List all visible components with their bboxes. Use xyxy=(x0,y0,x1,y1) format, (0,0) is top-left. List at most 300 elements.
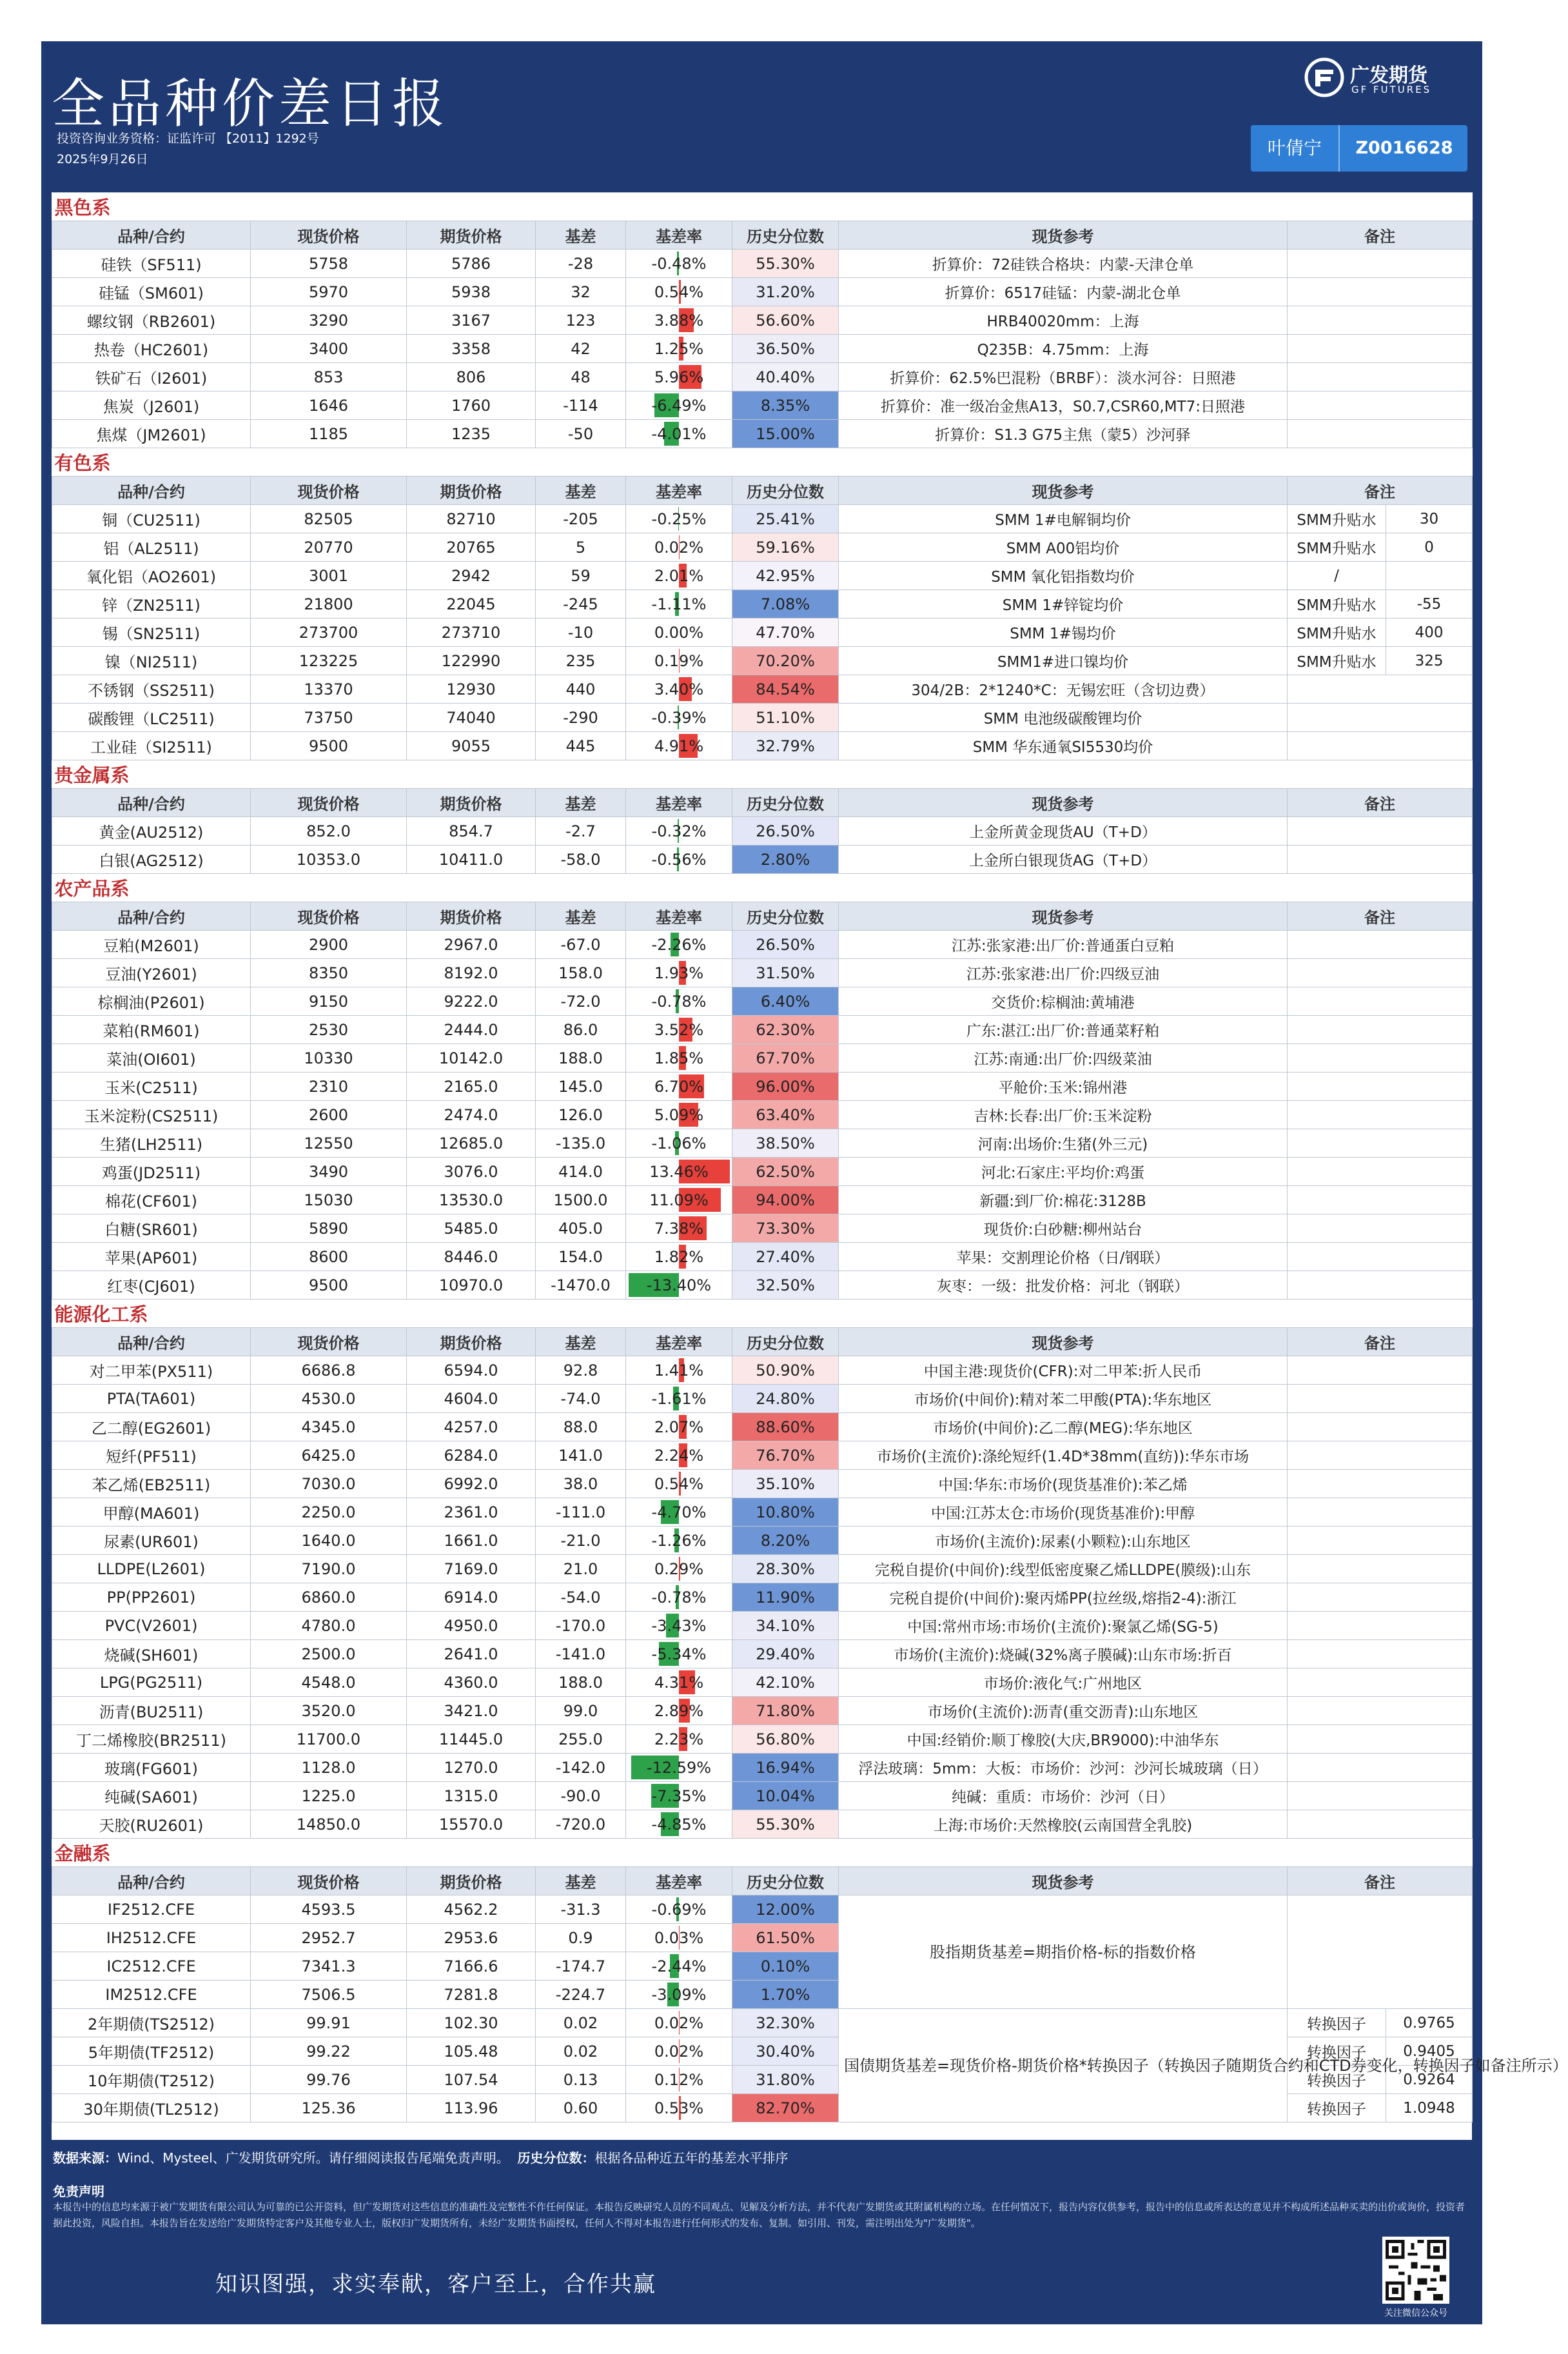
cell-basis-rate xyxy=(626,1441,732,1470)
basis-rate-text: 3.40% xyxy=(654,680,704,698)
table-row xyxy=(52,1101,1473,1129)
cell-note xyxy=(1288,363,1473,391)
cell-note xyxy=(1288,1583,1473,1612)
cell-percentile: 88.60% xyxy=(732,1413,839,1441)
cell-fut: 2165.0 xyxy=(407,1073,536,1101)
cell-name: 棉花(CF601) xyxy=(52,1186,251,1214)
cell-percentile: 1.70% xyxy=(732,1981,839,2009)
cell-note xyxy=(1288,1356,1473,1385)
cell-note xyxy=(1288,704,1473,732)
basis-rate-text: -4.70% xyxy=(651,1503,707,1521)
cell-percentile: 31.80% xyxy=(732,2066,839,2094)
cell-fut: 102.30 xyxy=(407,2009,536,2037)
cell-note xyxy=(1288,732,1473,760)
cell-fut: 6284.0 xyxy=(407,1441,536,1470)
cell-spot: 15030 xyxy=(251,1186,407,1214)
cell-note xyxy=(1288,1158,1473,1186)
cell-fut: 4257.0 xyxy=(407,1413,536,1441)
cell-spot: 2530 xyxy=(251,1016,407,1044)
basis-rate-text: -0.48% xyxy=(651,254,707,273)
cell-fut: 1315.0 xyxy=(407,1782,536,1810)
cell-basis-rate xyxy=(626,732,732,760)
basis-rate-text: 0.19% xyxy=(654,651,704,670)
cell-name: 鸡蛋(JD2511) xyxy=(52,1158,251,1186)
cell-fut: 9222.0 xyxy=(407,987,536,1016)
basis-rate-text: -0.78% xyxy=(651,1588,707,1607)
cell-percentile: 15.00% xyxy=(732,420,839,448)
cell-note xyxy=(1288,1441,1473,1470)
cell-name: PP(PP2601) xyxy=(52,1583,251,1612)
cell-percentile: 36.50% xyxy=(732,335,839,363)
cell-spot-ref: 江苏:张家港:出厂价:四级豆油 xyxy=(839,959,1288,987)
table-row xyxy=(52,306,1473,335)
basis-rate-text: 2.89% xyxy=(654,1701,704,1720)
cell-spot-ref: SMM 1#锡均价 xyxy=(839,618,1288,647)
table-row xyxy=(52,1782,1473,1810)
cell-fut: 806 xyxy=(407,363,536,391)
cell-note xyxy=(1288,959,1473,987)
cell-spot: 2600 xyxy=(251,1101,407,1129)
cell-basis-rate xyxy=(626,2037,732,2066)
basis-rate-text: -4.01% xyxy=(651,424,707,443)
section-row xyxy=(52,1839,1473,1867)
cell-percentile: 55.30% xyxy=(732,250,839,278)
cell-basis: 86.0 xyxy=(536,1016,626,1044)
column-header: 备注 xyxy=(1288,221,1473,250)
table-row xyxy=(52,1016,1473,1044)
cell-name: 纯碱(SA601) xyxy=(52,1782,251,1810)
column-header: 现货参考 xyxy=(839,477,1288,505)
cell-name: 2年期债(TS2512) xyxy=(52,2009,251,2037)
cell-name: 氧化铝（AO2601) xyxy=(52,562,251,590)
cell-spot: 1640.0 xyxy=(251,1527,407,1555)
cell-spot: 7506.5 xyxy=(251,1981,407,2009)
basis-rate-text: -1.06% xyxy=(651,1134,707,1152)
cell-basis-rate xyxy=(626,1981,732,2009)
cell-basis-rate xyxy=(626,363,732,391)
cell-basis: -205 xyxy=(536,505,626,533)
cell-percentile: 96.00% xyxy=(732,1073,839,1101)
cell-note xyxy=(1288,817,1473,846)
cell-percentile: 8.35% xyxy=(732,391,839,420)
cell-spot: 2900 xyxy=(251,931,407,959)
cell-basis-rate xyxy=(626,306,732,335)
table-row xyxy=(52,1668,1473,1697)
cell-spot: 125.36 xyxy=(251,2094,407,2122)
cell-spot: 853 xyxy=(251,363,407,391)
cell-basis: 99.0 xyxy=(536,1697,626,1725)
cell-basis: -72.0 xyxy=(536,987,626,1016)
cell-name: 硅锰（SM601) xyxy=(52,278,251,306)
table-row xyxy=(52,562,1473,590)
cell-basis: -2.7 xyxy=(536,817,626,846)
section-title: 能源化工系 xyxy=(52,1300,1473,1328)
cell-name: 豆油(Y2601) xyxy=(52,959,251,987)
cell-basis: 32 xyxy=(536,278,626,306)
cell-basis: -245 xyxy=(536,590,626,618)
section-title: 有色系 xyxy=(52,448,1473,477)
cell-percentile: 62.50% xyxy=(732,1158,839,1186)
cell-percentile: 31.20% xyxy=(732,278,839,306)
qr-code-icon xyxy=(1382,2237,1449,2304)
column-header: 历史分位数 xyxy=(732,221,839,250)
cell-note xyxy=(1288,1243,1473,1271)
basis-rate-text: 0.03% xyxy=(654,1928,704,1947)
cell-percentile: 56.60% xyxy=(732,306,839,335)
cell-name: 棕榈油(P2601) xyxy=(52,987,251,1016)
cell-basis-rate xyxy=(626,1810,732,1839)
column-header: 现货价格 xyxy=(251,902,407,931)
section-row xyxy=(52,448,1473,477)
cell-spot-ref: 市场价(主流价):尿素(小颗粒):山东地区 xyxy=(839,1527,1288,1555)
cell-basis-rate xyxy=(626,1697,732,1725)
cell-note xyxy=(1288,420,1473,448)
cell-fut: 7166.6 xyxy=(407,1952,536,1981)
cell-name: 焦炭（J2601) xyxy=(52,391,251,420)
cell-name: 工业硅（SI2511) xyxy=(52,732,251,760)
table-row xyxy=(52,1243,1473,1271)
cell-basis-rate xyxy=(626,1668,732,1697)
report-content xyxy=(52,192,1568,2140)
cell-spot-ref: 市场价(中间价):精对苯二甲酸(PTA):华东地区 xyxy=(839,1385,1288,1413)
section-row xyxy=(52,874,1473,902)
cell-basis: 188.0 xyxy=(536,1044,626,1073)
cell-percentile: 32.50% xyxy=(732,1271,839,1300)
basis-rate-text: -1.11% xyxy=(651,595,707,613)
table-row xyxy=(52,278,1473,306)
table-row xyxy=(52,420,1473,448)
cell-spot-ref: 现货价:白砂糖:柳州站台 xyxy=(839,1214,1288,1243)
cell-basis-rate xyxy=(626,1271,732,1300)
cell-fut: 9055 xyxy=(407,732,536,760)
cell-fut: 3076.0 xyxy=(407,1158,536,1186)
cell-spot-ref: 中国:江苏太仓:市场价(现货基准价):甲醇 xyxy=(839,1498,1288,1527)
cell-percentile: 59.16% xyxy=(732,533,839,562)
cell-fut: 4562.2 xyxy=(407,1895,536,1924)
table-row xyxy=(52,1754,1473,1782)
table-row xyxy=(52,250,1473,278)
cell-spot: 99.76 xyxy=(251,2066,407,2094)
cell-spot-ref: 中国主港:现货价(CFR):对二甲苯:折人民币 xyxy=(839,1356,1288,1385)
cell-basis: 0.02 xyxy=(536,2037,626,2066)
cell-fut: 113.96 xyxy=(407,2094,536,2122)
basis-rate-text: 0.02% xyxy=(654,2042,704,2061)
cell-note xyxy=(1288,987,1473,1016)
cell-basis: 158.0 xyxy=(536,959,626,987)
cell-note xyxy=(1288,1385,1473,1413)
report-date: 2025年9月26日 xyxy=(57,152,148,166)
cell-basis: -170.0 xyxy=(536,1612,626,1640)
cell-basis-rate xyxy=(626,1612,732,1640)
cell-fut: 5485.0 xyxy=(407,1214,536,1243)
analyst-id: Z0016628 xyxy=(1338,125,1469,172)
cell-percentile: 11.90% xyxy=(732,1583,839,1612)
basis-rate-text: 0.00% xyxy=(654,623,704,642)
cell-note-label: 转换因子 xyxy=(1288,2066,1386,2094)
basis-rate-text: 4.31% xyxy=(654,1673,704,1692)
cell-note-value: 0 xyxy=(1386,533,1473,562)
basis-rate-text: -2.44% xyxy=(651,1957,707,1975)
cell-spot: 5758 xyxy=(251,250,407,278)
cell-basis-rate xyxy=(626,675,732,704)
cell-basis: -141.0 xyxy=(536,1640,626,1668)
cell-name: 尿素(UR601) xyxy=(52,1527,251,1555)
cell-name: PVC(V2601) xyxy=(52,1612,251,1640)
cell-spot-ref: 折算价：6517硅锰：内蒙-湖北仓单 xyxy=(839,278,1288,306)
table-row xyxy=(52,931,1473,959)
table-row xyxy=(52,618,1473,647)
column-header: 品种/合约 xyxy=(52,789,251,817)
cell-basis-rate xyxy=(626,1583,732,1612)
cell-fut: 4360.0 xyxy=(407,1668,536,1697)
cell-basis-rate xyxy=(626,420,732,448)
cell-spot: 5890 xyxy=(251,1214,407,1243)
column-header: 基差 xyxy=(536,1867,626,1895)
cell-basis-rate xyxy=(626,1243,732,1271)
cell-fut: 20765 xyxy=(407,533,536,562)
cell-percentile: 71.80% xyxy=(732,1697,839,1725)
cell-basis: -67.0 xyxy=(536,931,626,959)
cell-spot: 13370 xyxy=(251,675,407,704)
cell-fut: 3421.0 xyxy=(407,1697,536,1725)
cell-percentile: 6.40% xyxy=(732,987,839,1016)
cell-spot: 82505 xyxy=(251,505,407,533)
cell-note xyxy=(1288,391,1473,420)
cell-basis: 235 xyxy=(536,647,626,675)
cell-spot-ref: 江苏:南通:出厂价:四级菜油 xyxy=(839,1044,1288,1073)
table-header-row xyxy=(52,221,1473,250)
cell-basis: -174.7 xyxy=(536,1952,626,1981)
cell-basis-rate xyxy=(626,533,732,562)
column-header: 基差率 xyxy=(626,1867,732,1895)
cell-percentile: 8.20% xyxy=(732,1527,839,1555)
cell-spot: 7341.3 xyxy=(251,1952,407,1981)
basis-rate-text: 1.82% xyxy=(654,1247,704,1266)
cell-note xyxy=(1288,278,1473,306)
cell-basis-rate xyxy=(626,335,732,363)
cell-percentile: 63.40% xyxy=(732,1101,839,1129)
cell-basis-rate xyxy=(626,647,732,675)
basis-rate-text: -1.26% xyxy=(651,1531,707,1550)
table-row xyxy=(52,1271,1473,1300)
cell-percentile: 32.79% xyxy=(732,732,839,760)
cell-spot-ref: 苹果：交割理论价格（日/钢联） xyxy=(839,1243,1288,1271)
cell-basis: -21.0 xyxy=(536,1527,626,1555)
cell-note-label: / xyxy=(1288,562,1386,590)
cell-spot-ref: 折算价：准一级冶金焦A13，S0.7,CSR60,MT7:日照港 xyxy=(839,391,1288,420)
column-header: 历史分位数 xyxy=(732,902,839,931)
column-header: 基差率 xyxy=(626,902,732,931)
table-row xyxy=(52,363,1473,391)
cell-spot-ref: 中国:经销价:顺丁橡胶(大庆,BR9000):中油华东 xyxy=(839,1725,1288,1754)
cell-spot: 3400 xyxy=(251,335,407,363)
table-row xyxy=(52,505,1473,533)
basis-rate-text: -5.34% xyxy=(651,1645,707,1663)
cell-basis: 42 xyxy=(536,335,626,363)
cell-percentile: 28.30% xyxy=(732,1555,839,1583)
cell-basis-rate xyxy=(626,1413,732,1441)
column-header: 现货参考 xyxy=(839,902,1288,931)
cell-note xyxy=(1288,1612,1473,1640)
column-header: 基差 xyxy=(536,1328,626,1356)
cell-fut: 7169.0 xyxy=(407,1555,536,1583)
cell-note-label: SMM升贴水 xyxy=(1288,618,1386,647)
table-header-row xyxy=(52,1867,1473,1895)
cell-fut: 2967.0 xyxy=(407,931,536,959)
table-row xyxy=(52,987,1473,1016)
cell-name: 30年期债(TL2512) xyxy=(52,2094,251,2122)
cell-percentile: 62.30% xyxy=(732,1016,839,1044)
cell-note-value: 0.9264 xyxy=(1386,2066,1473,2094)
column-header: 现货价格 xyxy=(251,477,407,505)
cell-fut: 11445.0 xyxy=(407,1725,536,1754)
cell-note xyxy=(1288,1271,1473,1300)
cell-fut: 13530.0 xyxy=(407,1186,536,1214)
cell-name: 苹果(AP601) xyxy=(52,1243,251,1271)
cell-fut: 5938 xyxy=(407,278,536,306)
cell-basis: 414.0 xyxy=(536,1158,626,1186)
table-row xyxy=(52,647,1473,675)
cell-percentile: 7.08% xyxy=(732,590,839,618)
table-row xyxy=(52,1129,1473,1158)
column-header: 期货价格 xyxy=(407,789,536,817)
cell-name: 菜油(OI601) xyxy=(52,1044,251,1073)
basis-rate-text: 0.02% xyxy=(654,538,704,557)
cell-basis-rate xyxy=(626,1754,732,1782)
report-frame xyxy=(41,41,1568,2324)
section-row xyxy=(52,193,1473,221)
column-header: 现货参考 xyxy=(839,1328,1288,1356)
cell-spot-ref: 折算价：S1.3 G75主焦（蒙5）沙河驿 xyxy=(839,420,1288,448)
cell-name: 黄金(AU2512) xyxy=(52,817,251,846)
cell-basis: 405.0 xyxy=(536,1214,626,1243)
cell-fut: 2641.0 xyxy=(407,1640,536,1668)
cell-note xyxy=(1288,1470,1473,1498)
cell-basis: -290 xyxy=(536,704,626,732)
basis-rate-text: 13.46% xyxy=(649,1162,709,1181)
company-slogan: 知识图强，求实奉献，客户至上，合作共赢 xyxy=(215,2271,656,2297)
cell-name: IC2512.CFE xyxy=(52,1952,251,1981)
cell-basis-rate xyxy=(626,959,732,987)
column-header: 基差 xyxy=(536,477,626,505)
table-row xyxy=(52,1214,1473,1243)
cell-percentile: 61.50% xyxy=(732,1924,839,1952)
basis-rate-text: 2.24% xyxy=(654,1446,704,1465)
cell-fut: 6914.0 xyxy=(407,1583,536,1612)
cell-spot: 4593.5 xyxy=(251,1895,407,1924)
cell-basis: 92.8 xyxy=(536,1356,626,1385)
cell-name: PTA(TA601) xyxy=(52,1385,251,1413)
cell-spot: 8600 xyxy=(251,1243,407,1271)
cell-percentile: 0.10% xyxy=(732,1952,839,1981)
cell-note xyxy=(1288,306,1473,335)
column-header: 备注 xyxy=(1288,789,1473,817)
license-text: 投资咨询业务资格：证监许可 【2011】1292号 xyxy=(57,132,319,146)
column-header: 历史分位数 xyxy=(732,477,839,505)
cell-note xyxy=(1288,1498,1473,1527)
cell-spot: 73750 xyxy=(251,704,407,732)
cell-spot-ref: SMM1#进口镍均价 xyxy=(839,647,1288,675)
cell-percentile: 82.70% xyxy=(732,2094,839,2122)
table-header-row xyxy=(52,902,1473,931)
column-header: 品种/合约 xyxy=(52,221,251,250)
cell-spot: 4345.0 xyxy=(251,1413,407,1441)
basis-rate-text: 0.54% xyxy=(654,282,704,301)
cell-spot: 5970 xyxy=(251,278,407,306)
cell-fut: 122990 xyxy=(407,647,536,675)
column-header: 期货价格 xyxy=(407,1867,536,1895)
cell-spot-ref: 中国:常州市场:市场价(主流价):聚氯乙烯(SG-5) xyxy=(839,1612,1288,1640)
basis-table xyxy=(52,192,1568,2122)
cell-spot: 7030.0 xyxy=(251,1470,407,1498)
cell-note-value: 0.9405 xyxy=(1386,2037,1473,2066)
cell-percentile: 55.30% xyxy=(732,1810,839,1839)
table-row xyxy=(52,391,1473,420)
cell-ref-merged: 国债期货基差=现货价格-期货价格*转换因子（转换因子随期货合约和CTD券变化，转换因子如备注所示） xyxy=(839,2009,1288,2122)
cell-name: 生猪(LH2511) xyxy=(52,1129,251,1158)
column-header: 历史分位数 xyxy=(732,789,839,817)
column-header: 品种/合约 xyxy=(52,477,251,505)
cell-percentile: 30.40% xyxy=(732,2037,839,2066)
cell-spot-ref: 灰枣：一级：批发价格：河北（钢联） xyxy=(839,1271,1288,1300)
cell-spot: 1185 xyxy=(251,420,407,448)
table-row xyxy=(52,1583,1473,1612)
basis-rate-text: 3.88% xyxy=(654,311,704,330)
column-header: 现货参考 xyxy=(839,221,1288,250)
cell-note-label: SMM升贴水 xyxy=(1288,647,1386,675)
cell-spot: 12550 xyxy=(251,1129,407,1158)
cell-name: 沥青(BU2511) xyxy=(52,1697,251,1725)
cell-percentile: 26.50% xyxy=(732,931,839,959)
cell-note-value xyxy=(1386,562,1473,590)
basis-rate-text: -4.85% xyxy=(651,1815,707,1834)
cell-spot-ref: SMM 电池级碳酸锂均价 xyxy=(839,704,1288,732)
cell-basis-rate xyxy=(626,987,732,1016)
cell-percentile: 70.20% xyxy=(732,647,839,675)
table-row xyxy=(52,1413,1473,1441)
column-header: 现货价格 xyxy=(251,1328,407,1356)
cell-note-label: SMM升贴水 xyxy=(1288,590,1386,618)
cell-note xyxy=(1288,1697,1473,1725)
basis-rate-text: -0.56% xyxy=(651,850,707,869)
basis-rate-text: -2.26% xyxy=(651,935,707,954)
cell-percentile: 42.95% xyxy=(732,562,839,590)
column-header: 历史分位数 xyxy=(732,1328,839,1356)
cell-name: 甲醇(MA601) xyxy=(52,1498,251,1527)
cell-spot: 273700 xyxy=(251,618,407,647)
section-row xyxy=(52,760,1473,789)
cell-spot-ref: 浮法玻璃：5mm：大板：市场价：沙河：沙河长城玻璃（日） xyxy=(839,1754,1288,1782)
cell-spot-ref: 河北:石家庄:平均价:鸡蛋 xyxy=(839,1158,1288,1186)
basis-rate-text: 1.25% xyxy=(654,339,704,358)
cell-spot-ref: 纯碱：重质：市场价：沙河（日） xyxy=(839,1782,1288,1810)
cell-spot: 4530.0 xyxy=(251,1385,407,1413)
table-row xyxy=(52,1895,1473,1924)
cell-fut: 1661.0 xyxy=(407,1527,536,1555)
cell-percentile: 94.00% xyxy=(732,1186,839,1214)
cell-name: LPG(PG2511) xyxy=(52,1668,251,1697)
cell-fut: 105.48 xyxy=(407,2037,536,2066)
cell-name: IH2512.CFE xyxy=(52,1924,251,1952)
cell-spot: 3290 xyxy=(251,306,407,335)
cell-fut: 5786 xyxy=(407,250,536,278)
cell-basis-rate xyxy=(626,1895,732,1924)
cell-note-value: 325 xyxy=(1386,647,1473,675)
cell-spot-ref: 市场价(主流价):沥青(重交沥青):山东地区 xyxy=(839,1697,1288,1725)
cell-basis-rate xyxy=(626,1924,732,1952)
cell-note xyxy=(1288,846,1473,874)
cell-percentile: 67.70% xyxy=(732,1044,839,1073)
